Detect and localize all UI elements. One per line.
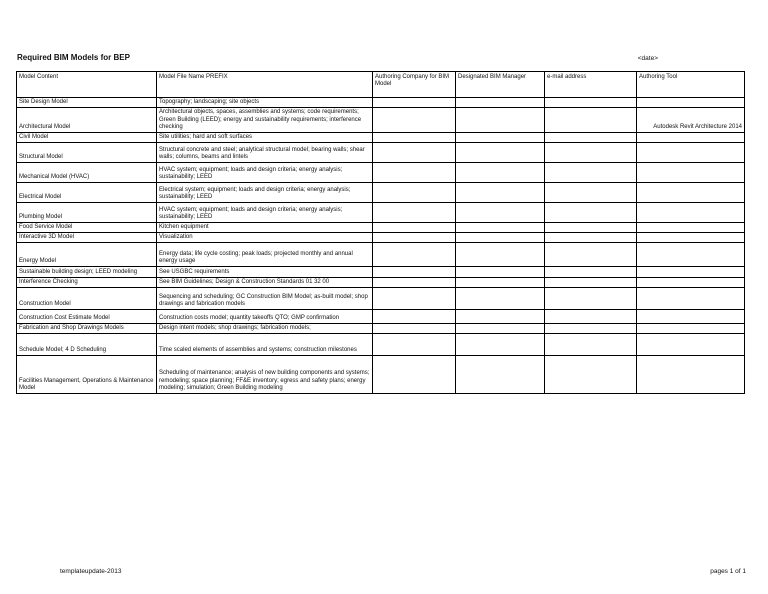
- table-row: [17, 162, 745, 182]
- row-authoring-company: [373, 242, 456, 266]
- row-email: [545, 242, 637, 266]
- row-email: [545, 277, 637, 287]
- row-email: [545, 287, 637, 309]
- row-bim-manager: [456, 309, 545, 323]
- row-email: [545, 333, 637, 355]
- row-authoring-company: [373, 202, 456, 222]
- row-email: [545, 97, 637, 107]
- table-header-row: [17, 72, 745, 98]
- header-file-prefix: Model File Name PREFIX: [157, 72, 373, 98]
- table-row: [17, 242, 745, 266]
- header-authoring-company: Authoring Company for BIM Model: [373, 72, 456, 98]
- header-email: e-mail address: [545, 72, 637, 98]
- row-bim-manager: [456, 242, 545, 266]
- row-email: [545, 162, 637, 182]
- row-model-content: Interactive 3D Model: [17, 232, 157, 242]
- table-row: [17, 323, 745, 333]
- table-row: [17, 277, 745, 287]
- row-bim-manager: [456, 107, 545, 132]
- row-file-prefix: Visualization: [157, 232, 373, 242]
- row-model-content: Construction Model: [17, 287, 157, 309]
- row-authoring-tool: [637, 277, 745, 287]
- table-row: [17, 309, 745, 323]
- row-file-prefix: Kitchen equipment: [157, 222, 373, 232]
- row-bim-manager: [456, 142, 545, 162]
- table-row: [17, 333, 745, 355]
- row-authoring-tool: [637, 97, 745, 107]
- row-email: [545, 232, 637, 242]
- table-row: [17, 355, 745, 393]
- row-file-prefix: Electrical system; equipment; loads and design criteria; energy analysis; sustainability; LEED: [157, 182, 373, 202]
- table-row: [17, 182, 745, 202]
- row-bim-manager: [456, 222, 545, 232]
- table-row: [17, 97, 745, 107]
- row-authoring-company: [373, 333, 456, 355]
- table-row: [17, 107, 745, 132]
- document-title: Required BIM Models for BEP: [17, 53, 130, 62]
- row-authoring-company: [373, 97, 456, 107]
- table-body: [17, 72, 745, 394]
- row-file-prefix: Construction costs model; quantity takeoffs QTO; GMP confirmation: [157, 309, 373, 323]
- row-authoring-company: [373, 162, 456, 182]
- row-model-content: Energy Model: [17, 242, 157, 266]
- row-email: [545, 107, 637, 132]
- header-authoring-tool: Authoring Tool: [637, 72, 745, 98]
- row-file-prefix: See USGBC requirements: [157, 266, 373, 277]
- row-authoring-company: [373, 355, 456, 393]
- row-bim-manager: [456, 182, 545, 202]
- row-bim-manager: [456, 97, 545, 107]
- row-model-content: Facilities Management, Operations & Maintenance Model: [17, 355, 157, 393]
- row-file-prefix: Site utilities; hard and soft surfaces: [157, 132, 373, 142]
- row-authoring-tool: [637, 287, 745, 309]
- row-authoring-company: [373, 309, 456, 323]
- row-model-content: Electrical Model: [17, 182, 157, 202]
- row-email: [545, 142, 637, 162]
- row-authoring-company: [373, 182, 456, 202]
- bim-models-table: [16, 71, 745, 394]
- row-file-prefix: Sequencing and scheduling; GC Construction BIM Model; as-built model; shop drawings and fabrication models: [157, 287, 373, 309]
- row-model-content: Plumbing Model: [17, 202, 157, 222]
- row-model-content: Interference Checking: [17, 277, 157, 287]
- row-email: [545, 182, 637, 202]
- row-authoring-tool: [637, 142, 745, 162]
- row-model-content: Food Service Model: [17, 222, 157, 232]
- row-model-content: Construction Cost Estimate Model: [17, 309, 157, 323]
- row-authoring-tool: Autodesk Revit Architecture 2014: [637, 107, 745, 132]
- row-file-prefix: HVAC system; equipment; loads and design criteria; energy analysis; sustainability; LEED: [157, 202, 373, 222]
- row-authoring-tool: [637, 266, 745, 277]
- row-file-prefix: Topography; landscaping; site objects: [157, 97, 373, 107]
- row-file-prefix: Structural concrete and steel; analytical structural model; bearing walls; shear walls; columns, beams and lintels: [157, 142, 373, 162]
- row-file-prefix: Energy data; life cycle costing; peak loads; projected monthly and annual energy usage: [157, 242, 373, 266]
- header-model-content: Model Content: [17, 72, 157, 98]
- row-model-content: Architectural Model: [17, 107, 157, 132]
- row-authoring-tool: [637, 242, 745, 266]
- table-row: [17, 232, 745, 242]
- row-authoring-tool: [637, 162, 745, 182]
- row-model-content: Sustainable building design; LEED modeling: [17, 266, 157, 277]
- row-bim-manager: [456, 333, 545, 355]
- table-row: [17, 287, 745, 309]
- row-authoring-tool: [637, 202, 745, 222]
- row-authoring-company: [373, 132, 456, 142]
- row-bim-manager: [456, 232, 545, 242]
- row-bim-manager: [456, 277, 545, 287]
- row-bim-manager: [456, 287, 545, 309]
- row-authoring-company: [373, 222, 456, 232]
- row-email: [545, 202, 637, 222]
- row-model-content: Fabrication and Shop Drawings Models: [17, 323, 157, 333]
- table-row: [17, 222, 745, 232]
- row-bim-manager: [456, 202, 545, 222]
- row-bim-manager: [456, 162, 545, 182]
- row-bim-manager: [456, 355, 545, 393]
- row-file-prefix: Architectural objects, spaces, assemblies and systems; code requirements; Green Building (LEED); energy and sustainability requirements; interference checking: [157, 107, 373, 132]
- row-authoring-company: [373, 287, 456, 309]
- row-authoring-tool: [637, 355, 745, 393]
- row-file-prefix: Design intent models; shop drawings; fabrication models;: [157, 323, 373, 333]
- row-email: [545, 323, 637, 333]
- footer-page-count: pages 1 of 1: [710, 568, 746, 575]
- row-authoring-company: [373, 142, 456, 162]
- row-model-content: Structural Model: [17, 142, 157, 162]
- row-authoring-company: [373, 277, 456, 287]
- row-model-content: Schedule Model; 4 D Scheduling: [17, 333, 157, 355]
- row-authoring-company: [373, 232, 456, 242]
- table-row: [17, 202, 745, 222]
- row-authoring-tool: [637, 132, 745, 142]
- row-file-prefix: HVAC system; equipment; loads and design criteria; energy analysis; sustainability; LEED: [157, 162, 373, 182]
- row-file-prefix: Scheduling of maintenance; analysis of new building components and systems; remodeling; space planning; FF&E inventory; egress and safety plans; energy modeling; simulation; Green Building modeling: [157, 355, 373, 393]
- row-email: [545, 309, 637, 323]
- header-bim-manager: Designated BIM Manager: [456, 72, 545, 98]
- row-authoring-company: [373, 266, 456, 277]
- row-email: [545, 355, 637, 393]
- row-authoring-tool: [637, 232, 745, 242]
- row-authoring-tool: [637, 323, 745, 333]
- row-authoring-tool: [637, 333, 745, 355]
- date-placeholder: <date>: [637, 55, 658, 62]
- row-email: [545, 266, 637, 277]
- row-email: [545, 222, 637, 232]
- footer-template-version: templateupdate-2013: [60, 568, 122, 575]
- row-bim-manager: [456, 266, 545, 277]
- row-bim-manager: [456, 323, 545, 333]
- row-file-prefix: Time scaled elements of assemblies and systems; construction milestones: [157, 333, 373, 355]
- row-bim-manager: [456, 132, 545, 142]
- row-email: [545, 132, 637, 142]
- row-file-prefix: See BIM Guidelines; Design & Construction Standards 01 32 00: [157, 277, 373, 287]
- table-row: [17, 132, 745, 142]
- row-authoring-tool: [637, 309, 745, 323]
- table-row: [17, 142, 745, 162]
- row-authoring-tool: [637, 222, 745, 232]
- row-authoring-company: [373, 323, 456, 333]
- row-model-content: Civil Model: [17, 132, 157, 142]
- row-authoring-tool: [637, 182, 745, 202]
- row-model-content: Site Design Model: [17, 97, 157, 107]
- table-row: [17, 266, 745, 277]
- row-authoring-company: [373, 107, 456, 132]
- row-model-content: Mechanical Model (HVAC): [17, 162, 157, 182]
